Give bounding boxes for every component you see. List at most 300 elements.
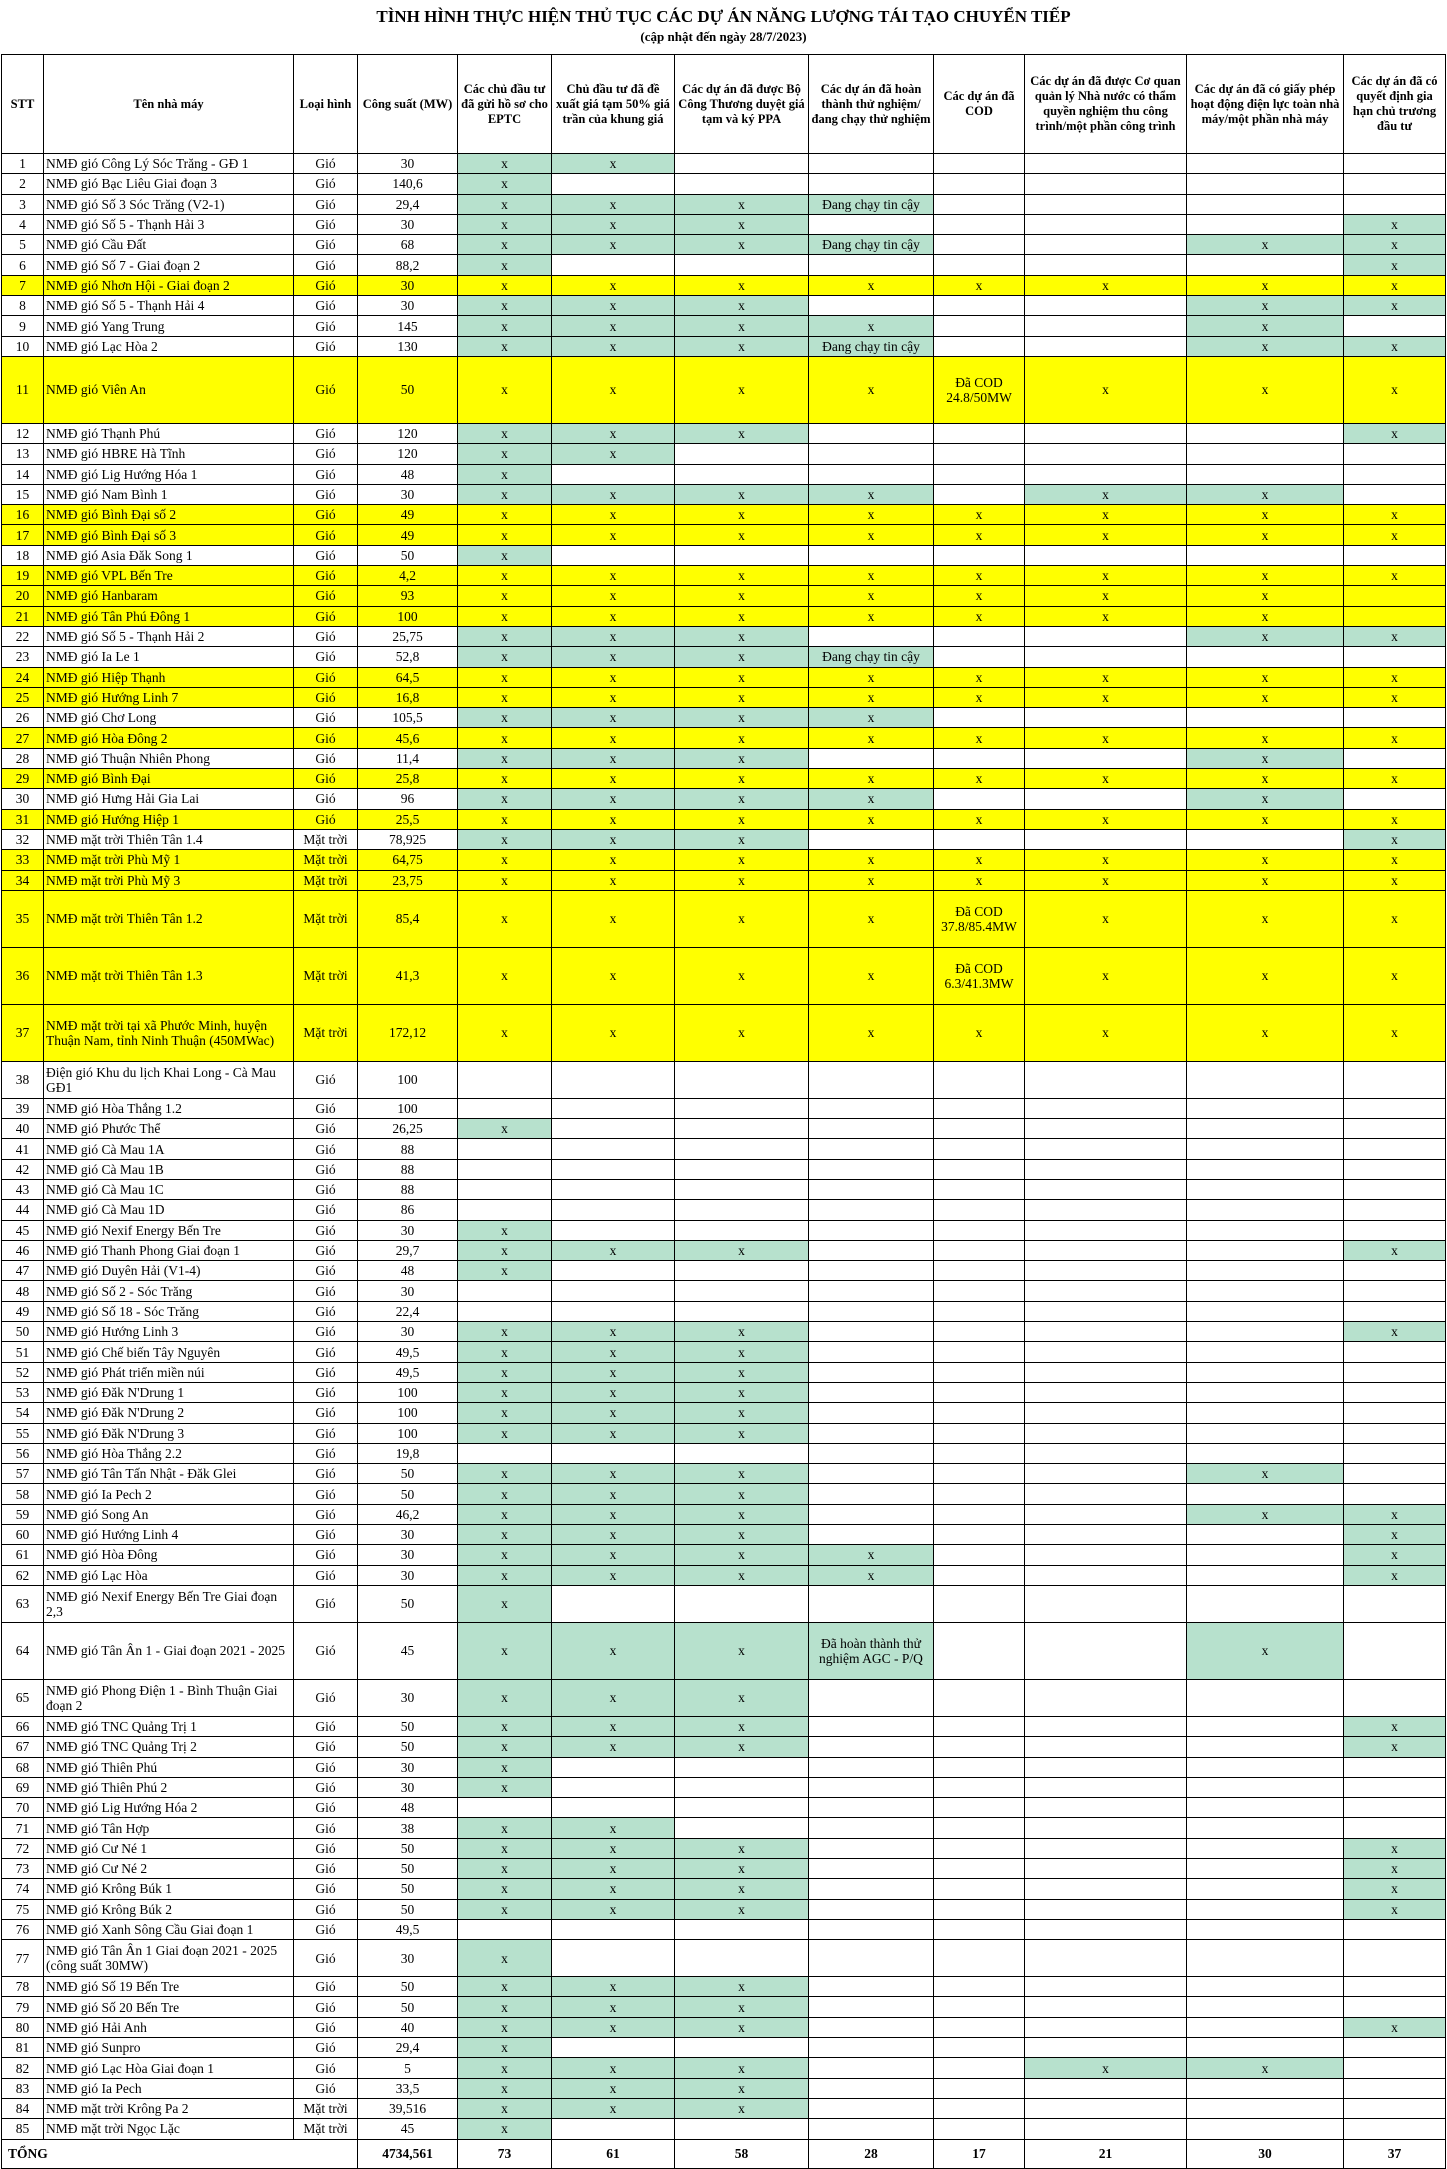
status-cell [809,1061,934,1098]
status-cell [1344,586,1446,606]
status-cell [675,1818,809,1838]
status-cell: x [458,566,552,586]
total-capacity: 4734,561 [358,2139,458,2168]
status-cell: x [809,316,934,336]
plant-capacity: 50 [358,1737,458,1757]
row-index: 79 [2,1997,44,2017]
plant-capacity: 45 [358,2119,458,2139]
status-cell [934,1119,1025,1139]
plant-type: Gió [294,1159,358,1179]
status-cell [675,1919,809,1939]
status-cell [809,1879,934,1899]
status-cell [809,1423,934,1443]
status-cell [552,1200,675,1220]
status-cell [1187,1159,1344,1179]
row-index: 33 [2,850,44,870]
status-cell [934,1179,1025,1199]
plant-type: Gió [294,687,358,707]
status-cell: x [809,566,934,586]
status-cell [809,1504,934,1524]
status-cell [934,235,1025,255]
status-cell: x [458,1525,552,1545]
table-row [2,1716,1446,1736]
status-cell: x [675,1525,809,1545]
table-row [2,789,1446,809]
row-index: 50 [2,1322,44,1342]
status-cell: x [458,525,552,545]
row-index: 40 [2,1119,44,1139]
status-cell [1187,1879,1344,1899]
status-cell: x [675,1403,809,1423]
plant-capacity: 93 [358,586,458,606]
status-cell [1187,1179,1344,1199]
status-cell: x [1025,769,1187,789]
plant-capacity: 49,5 [358,1362,458,1382]
status-cell: x [1025,566,1187,586]
col-header-extension: Các dự án đã có quyết định gia hạn chủ trương đầu tư [1344,55,1446,154]
status-cell [458,1798,552,1818]
status-cell [809,296,934,316]
status-cell: Đã COD 24.8/50MW [934,356,1025,423]
status-cell: x [675,2078,809,2098]
status-cell [934,1423,1025,1443]
status-cell: x [1025,505,1187,525]
status-cell: x [552,296,675,316]
status-cell [1025,1777,1187,1797]
status-cell: x [1025,667,1187,687]
status-cell [809,1220,934,1240]
status-cell: x [552,1838,675,1858]
status-cell: x [552,2017,675,2037]
status-cell [934,1220,1025,1240]
status-cell [1025,1565,1187,1585]
plant-capacity: 29,4 [358,2038,458,2058]
status-cell: x [552,850,675,870]
status-cell: x [675,1504,809,1524]
status-cell: x [458,647,552,667]
status-cell: x [675,687,809,707]
col-header-capacity: Công suất (MW) [358,55,458,154]
plant-type: Mặt trời [294,2098,358,2118]
status-cell [809,1200,934,1220]
status-cell: x [458,1362,552,1382]
table-row [2,1098,1446,1118]
plant-name: NMĐ gió Số 19 Bến Tre [44,1977,294,1997]
status-cell [1344,1818,1446,1838]
status-cell: x [675,809,809,829]
status-cell: x [458,505,552,525]
status-cell [1187,1798,1344,1818]
status-cell: x [458,708,552,728]
status-cell [458,1919,552,1939]
status-cell: x [552,947,675,1004]
status-cell [675,1119,809,1139]
table-row [2,647,1446,667]
status-cell [1025,829,1187,849]
status-cell [934,1622,1025,1679]
status-cell [1344,2058,1446,2078]
status-cell: x [675,626,809,646]
status-cell [1187,1220,1344,1240]
status-cell [552,255,675,275]
status-cell [1344,1362,1446,1382]
status-cell [1344,2038,1446,2058]
status-cell [552,1159,675,1179]
status-cell: x [458,1565,552,1585]
status-cell: x [1187,947,1344,1004]
row-index: 38 [2,1061,44,1098]
status-cell [934,2119,1025,2139]
status-cell [934,545,1025,565]
row-index: 64 [2,1622,44,1679]
row-index: 85 [2,2119,44,2139]
status-cell [809,255,934,275]
plant-name: NMĐ gió Thanh Phong Giai đoạn 1 [44,1240,294,1260]
status-cell: x [675,1464,809,1484]
status-cell [809,1859,934,1879]
plant-type: Gió [294,606,358,626]
status-cell: x [552,708,675,728]
status-cell [675,1301,809,1321]
status-cell: x [552,2078,675,2098]
plant-capacity: 130 [358,336,458,356]
status-cell [809,1679,934,1716]
status-cell: x [552,484,675,504]
status-cell [1025,1798,1187,1818]
table-row [2,1179,1446,1199]
table-row [2,1679,1446,1716]
status-cell: x [552,1362,675,1382]
table-row [2,316,1446,336]
plant-type: Mặt trời [294,870,358,890]
row-index: 2 [2,174,44,194]
plant-type: Gió [294,1261,358,1281]
status-cell: x [458,1423,552,1443]
status-cell [1344,1798,1446,1818]
status-cell: x [809,667,934,687]
status-cell [1187,1322,1344,1342]
status-cell [1025,1362,1187,1382]
status-cell: x [1025,870,1187,890]
status-cell: x [675,1484,809,1504]
status-cell: x [1187,525,1344,545]
plant-capacity: 50 [358,1899,458,1919]
plant-name: NMĐ gió Thạnh Phú [44,423,294,443]
row-index: 25 [2,687,44,707]
plant-type: Gió [294,1423,358,1443]
plant-name: NMĐ gió Chơ Long [44,708,294,728]
status-cell [1187,423,1344,443]
status-cell: x [552,586,675,606]
table-row [2,235,1446,255]
status-cell: x [552,1977,675,1997]
status-cell: x [1344,1716,1446,1736]
plant-capacity: 50 [358,1997,458,2017]
plant-capacity: 19,8 [358,1443,458,1463]
plant-type: Gió [294,2058,358,2078]
status-cell [1187,1098,1344,1118]
col-header-acceptance: Các dự án đã được Cơ quan quản lý Nhà nước có thẩm quyền nghiệm thu công trình/một phần công trình [1025,55,1187,154]
status-cell: x [458,1859,552,1879]
table-row [2,1940,1446,1977]
status-cell [552,174,675,194]
row-index: 10 [2,336,44,356]
plant-capacity: 30 [358,296,458,316]
status-cell: x [809,586,934,606]
plant-capacity: 45,6 [358,728,458,748]
plant-capacity: 4,2 [358,566,458,586]
status-cell [552,1281,675,1301]
status-cell [1025,1464,1187,1484]
plant-capacity: 46,2 [358,1504,458,1524]
status-cell: x [934,687,1025,707]
status-cell [1025,1484,1187,1504]
plant-type: Gió [294,235,358,255]
status-cell [1025,1098,1187,1118]
plant-type: Gió [294,1061,358,1098]
status-cell [1344,1977,1446,1997]
status-cell: x [1187,870,1344,890]
status-cell [934,444,1025,464]
status-cell [809,1301,934,1321]
plant-capacity: 50 [358,1859,458,1879]
plant-type: Gió [294,1545,358,1565]
table-row [2,1859,1446,1879]
plant-capacity: 22,4 [358,1301,458,1321]
table-row [2,1119,1446,1139]
status-cell [1025,296,1187,316]
status-cell: x [458,1940,552,1977]
plant-capacity: 100 [358,606,458,626]
status-cell [809,1899,934,1919]
status-cell [1025,1301,1187,1321]
status-cell: x [552,505,675,525]
row-index: 9 [2,316,44,336]
row-index: 58 [2,1484,44,1504]
status-cell: x [675,850,809,870]
status-cell: x [552,809,675,829]
status-cell: x [552,525,675,545]
row-index: 18 [2,545,44,565]
plant-name: NMĐ gió Số 5 - Thạnh Hải 4 [44,296,294,316]
status-cell: x [1025,850,1187,870]
status-cell: x [458,1818,552,1838]
status-cell: x [552,1504,675,1524]
status-cell [934,1240,1025,1260]
report-title: TÌNH HÌNH THỰC HIỆN THỦ TỤC CÁC DỰ ÁN NĂNG LƯỢNG TÁI TẠO CHUYỂN TIẾP [376,7,1071,26]
status-cell: x [1344,423,1446,443]
plant-name: NMĐ gió Chế biến Tây Nguyên [44,1342,294,1362]
plant-type: Gió [294,1737,358,1757]
status-cell [934,2078,1025,2098]
status-cell [809,545,934,565]
status-cell: x [458,1119,552,1139]
table-row [2,1220,1446,1240]
total-cell: 58 [675,2139,809,2168]
status-cell: x [552,444,675,464]
plant-type: Gió [294,1403,358,1423]
status-cell [809,1342,934,1362]
status-cell: x [458,1737,552,1757]
status-cell [1025,1159,1187,1179]
status-cell: x [934,870,1025,890]
table-row [2,1737,1446,1757]
plant-capacity: 100 [358,1423,458,1443]
plant-type: Gió [294,194,358,214]
status-cell: x [552,728,675,748]
status-cell: x [1344,1004,1446,1061]
status-cell [552,1919,675,1939]
table-row [2,1301,1446,1321]
status-cell: x [458,667,552,687]
table-row [2,566,1446,586]
plant-capacity: 30 [358,1545,458,1565]
status-cell [809,174,934,194]
col-header-type: Loại hình [294,55,358,154]
status-cell [458,1179,552,1199]
status-cell [552,1798,675,1818]
row-index: 23 [2,647,44,667]
status-cell [1187,1737,1344,1757]
row-index: 77 [2,1940,44,1977]
status-cell: x [675,194,809,214]
status-cell [1187,1919,1344,1939]
status-cell [1025,1737,1187,1757]
total-row [2,2139,1446,2168]
status-cell [934,214,1025,234]
plant-name: NMĐ gió Hưng Hải Gia Lai [44,789,294,809]
status-cell: x [1344,829,1446,849]
status-cell: x [1344,275,1446,295]
table-row [2,1004,1446,1061]
status-cell [934,316,1025,336]
row-index: 80 [2,2017,44,2037]
status-cell [1344,1061,1446,1098]
status-cell: x [1187,748,1344,768]
status-cell [1187,1423,1344,1443]
status-cell [1025,2119,1187,2139]
table-row [2,829,1446,849]
status-cell [458,1301,552,1321]
plant-type: Gió [294,1200,358,1220]
status-cell [1344,748,1446,768]
status-cell: x [458,1240,552,1260]
row-index: 73 [2,1859,44,1879]
table-row [2,1818,1446,1838]
row-index: 17 [2,525,44,545]
plant-capacity: 30 [358,1322,458,1342]
status-cell: x [809,1545,934,1565]
plant-capacity: 50 [358,1484,458,1504]
status-cell [675,1777,809,1797]
status-cell [1025,1200,1187,1220]
status-cell: x [552,1423,675,1443]
plant-name: NMĐ gió Hướng Linh 3 [44,1322,294,1342]
table-body [2,154,1446,2140]
status-cell [934,1818,1025,1838]
status-cell: x [552,1240,675,1260]
col-header-price-proposal: Chủ đầu tư đã đề xuất giá tạm 50% giá trần của khung giá [552,55,675,154]
status-cell: x [675,1977,809,1997]
status-cell: x [1344,728,1446,748]
status-cell [1025,2017,1187,2037]
row-index: 61 [2,1545,44,1565]
row-index: 27 [2,728,44,748]
row-index: 56 [2,1443,44,1463]
status-cell: x [552,1322,675,1342]
table-row [2,423,1446,443]
status-cell [1187,1545,1344,1565]
status-cell: x [552,626,675,646]
row-index: 82 [2,2058,44,2078]
status-cell [934,1382,1025,1402]
row-index: 5 [2,235,44,255]
row-index: 75 [2,1899,44,1919]
plant-type: Gió [294,748,358,768]
plant-type: Gió [294,1798,358,1818]
status-cell: x [458,154,552,174]
plant-type: Gió [294,789,358,809]
status-cell [809,1737,934,1757]
status-cell [1187,1139,1344,1159]
plant-name: NMĐ gió Hướng Hiệp 1 [44,809,294,829]
table-row [2,2017,1446,2037]
table-row [2,464,1446,484]
status-cell [1344,545,1446,565]
status-cell [1187,2017,1344,2037]
row-index: 65 [2,1679,44,1716]
status-cell: x [1344,1322,1446,1342]
status-cell [1187,1484,1344,1504]
status-cell: x [458,586,552,606]
status-cell [1344,2078,1446,2098]
status-cell [934,626,1025,646]
table-row [2,296,1446,316]
status-cell: x [675,1362,809,1382]
status-cell: x [552,1859,675,1879]
row-index: 52 [2,1362,44,1382]
status-cell: Đang chạy tin cậy [809,647,934,667]
status-cell [809,1179,934,1199]
plant-capacity: 29,4 [358,194,458,214]
plant-capacity: 25,75 [358,626,458,646]
plant-name: NMĐ mặt trời Thiên Tân 1.3 [44,947,294,1004]
row-index: 44 [2,1200,44,1220]
status-cell [1187,1940,1344,1977]
status-cell: x [458,829,552,849]
status-cell: Đang chạy tin cậy [809,194,934,214]
status-cell [1025,1240,1187,1260]
table-row [2,505,1446,525]
plant-name: NMĐ gió Hướng Linh 4 [44,1525,294,1545]
plant-type: Gió [294,1838,358,1858]
table-row [2,1919,1446,1939]
status-cell [934,423,1025,443]
status-cell: x [1025,890,1187,947]
status-cell: x [1344,1838,1446,1858]
plant-name: NMĐ gió Bình Đại số 3 [44,525,294,545]
status-cell: x [552,1622,675,1679]
plant-name: NMĐ gió Asia Đăk Song 1 [44,545,294,565]
status-cell: x [458,728,552,748]
plant-capacity: 5 [358,2058,458,2078]
plant-name: NMĐ gió Hòa Đông 2 [44,728,294,748]
table-row [2,1382,1446,1402]
plant-type: Gió [294,586,358,606]
status-cell [934,2098,1025,2118]
plant-name: NMĐ gió Hòa Đông [44,1545,294,1565]
status-cell [552,1757,675,1777]
